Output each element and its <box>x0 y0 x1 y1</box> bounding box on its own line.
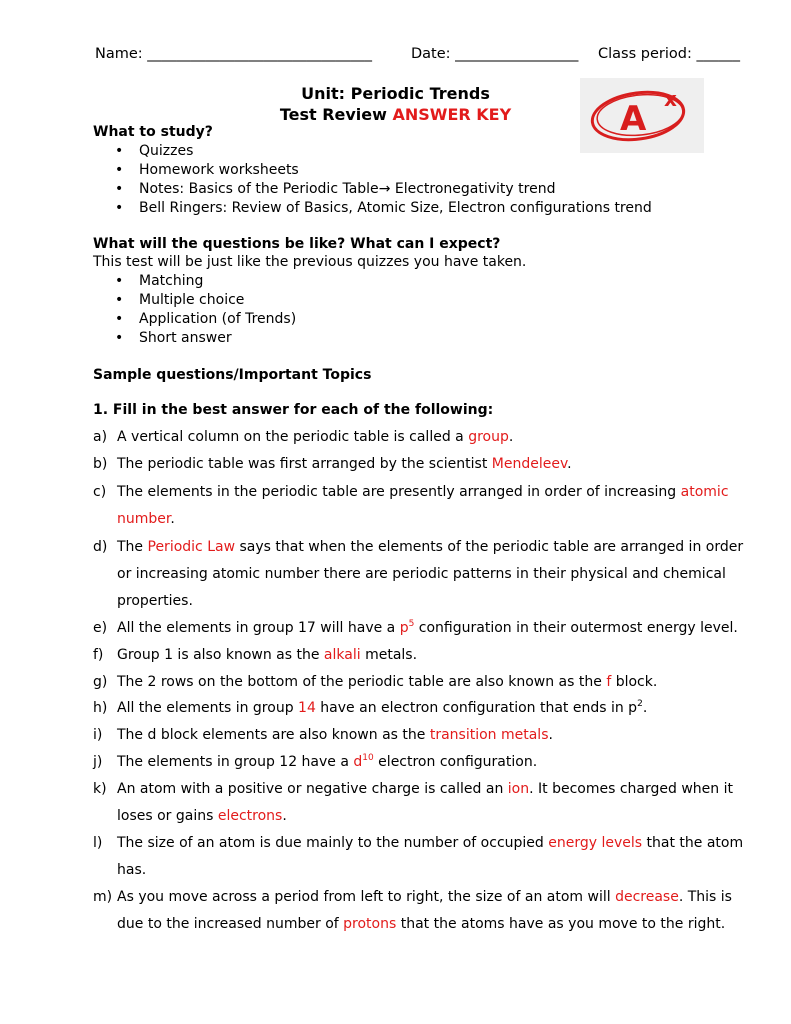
date-field-label: Date: _________________ <box>411 46 579 62</box>
question-h: h) All the elements in group 14 have an electron configuration that ends in $p^2$. <box>93 699 648 716</box>
answer: atomic <box>680 484 729 500</box>
question-k: k) An atom with a positive or negative charge is called an ion. It becomes charged when it <box>93 781 733 797</box>
grade-mark: x <box>664 87 677 111</box>
arrow-icon: → <box>378 181 391 197</box>
answer: energy levels <box>548 835 643 851</box>
unit-title: Unit: Periodic Trends <box>301 84 490 103</box>
answer: f <box>606 674 612 690</box>
answer: p <box>399 620 409 636</box>
answer: protons <box>343 916 397 932</box>
answer: transition metals <box>429 727 549 743</box>
answer: decrease <box>615 889 679 905</box>
question-l-cont: has. <box>117 862 147 878</box>
study-item: • Quizzes <box>115 143 194 159</box>
expect-item: • Application (of Trends) <box>115 311 297 327</box>
answer: electrons <box>217 808 283 824</box>
expect-item: • Multiple choice <box>115 292 245 308</box>
class-period-field-label: Class period: ______ <box>598 46 740 62</box>
question-a: a) A vertical column on the periodic table is called a group. <box>93 429 514 445</box>
question-c: c) The elements in the periodic table are presently arranged in order of increasing atomic <box>93 484 729 500</box>
question-1-heading: 1. Fill in the best answer for each of the following: <box>93 402 494 418</box>
study-heading: What to study? <box>93 124 213 140</box>
question-m: m) As you move across a period from left to right, the size of an atom will decrease. This is <box>93 889 732 905</box>
grade-letter: A <box>620 99 647 139</box>
expect-heading: What will the questions be like? What can I expect? <box>93 236 501 252</box>
question-e: e) All the elements in group 17 will have a $p^5$ configuration in their outermost energy level. <box>93 619 738 636</box>
question-k-cont: loses or gains electrons. <box>117 808 287 824</box>
answer: group <box>468 429 509 445</box>
answer: d <box>353 754 363 770</box>
expect-intro: This test will be just like the previous quizzes you have taken. <box>93 254 527 270</box>
review-title-prefix: Test Review <box>279 105 387 124</box>
question-l: l) The size of an atom is due mainly to the number of occupied energy levels that the atom <box>93 835 744 851</box>
study-item: • Bell Ringers: Review of Basics, Atomic Size, Electron configurations trend <box>115 200 652 216</box>
answer: number <box>117 511 171 527</box>
answer: Mendeleev <box>491 456 568 472</box>
question-d-cont: or increasing atomic number there are periodic patterns in their physical and chemical <box>117 566 726 582</box>
answer: alkali <box>323 647 361 663</box>
answer: Periodic Law <box>147 539 236 555</box>
answer: 14 <box>298 700 316 716</box>
expect-item: • Short answer <box>115 330 232 346</box>
question-i: i) The d block elements are also known as the transition metals. <box>93 727 553 743</box>
answer: ion <box>507 781 530 797</box>
question-c-cont: number. <box>117 511 175 527</box>
question-m-cont: due to the increased number of protons that the atoms have as you move to the right. <box>117 916 726 932</box>
study-item: • Notes: Basics of the Periodic Table→ Electronegativity trend <box>115 181 556 197</box>
question-f: f) Group 1 is also known as the alkali metals. <box>93 647 418 663</box>
answer-key-label: ANSWER KEY <box>392 105 512 124</box>
sample-heading: Sample questions/Important Topics <box>93 367 372 383</box>
question-g: g) The 2 rows on the bottom of the periodic table are also known as the f block. <box>93 674 658 690</box>
study-item: • Homework worksheets <box>115 162 299 178</box>
question-d: d) The Periodic Law says that when the elements of the periodic table are arranged in order <box>93 539 744 555</box>
expect-item: • Matching <box>115 273 204 289</box>
a-plus-icon <box>580 78 704 153</box>
question-b: b) The periodic table was first arranged by the scientist Mendeleev. <box>93 456 572 472</box>
question-j: j) The elements in group 12 have a $d^{10}$ electron configuration. <box>93 753 538 770</box>
grade-badge-image <box>580 78 704 153</box>
name-field-label: Name: _______________________________ <box>95 46 373 62</box>
question-d-cont: properties. <box>117 593 193 609</box>
